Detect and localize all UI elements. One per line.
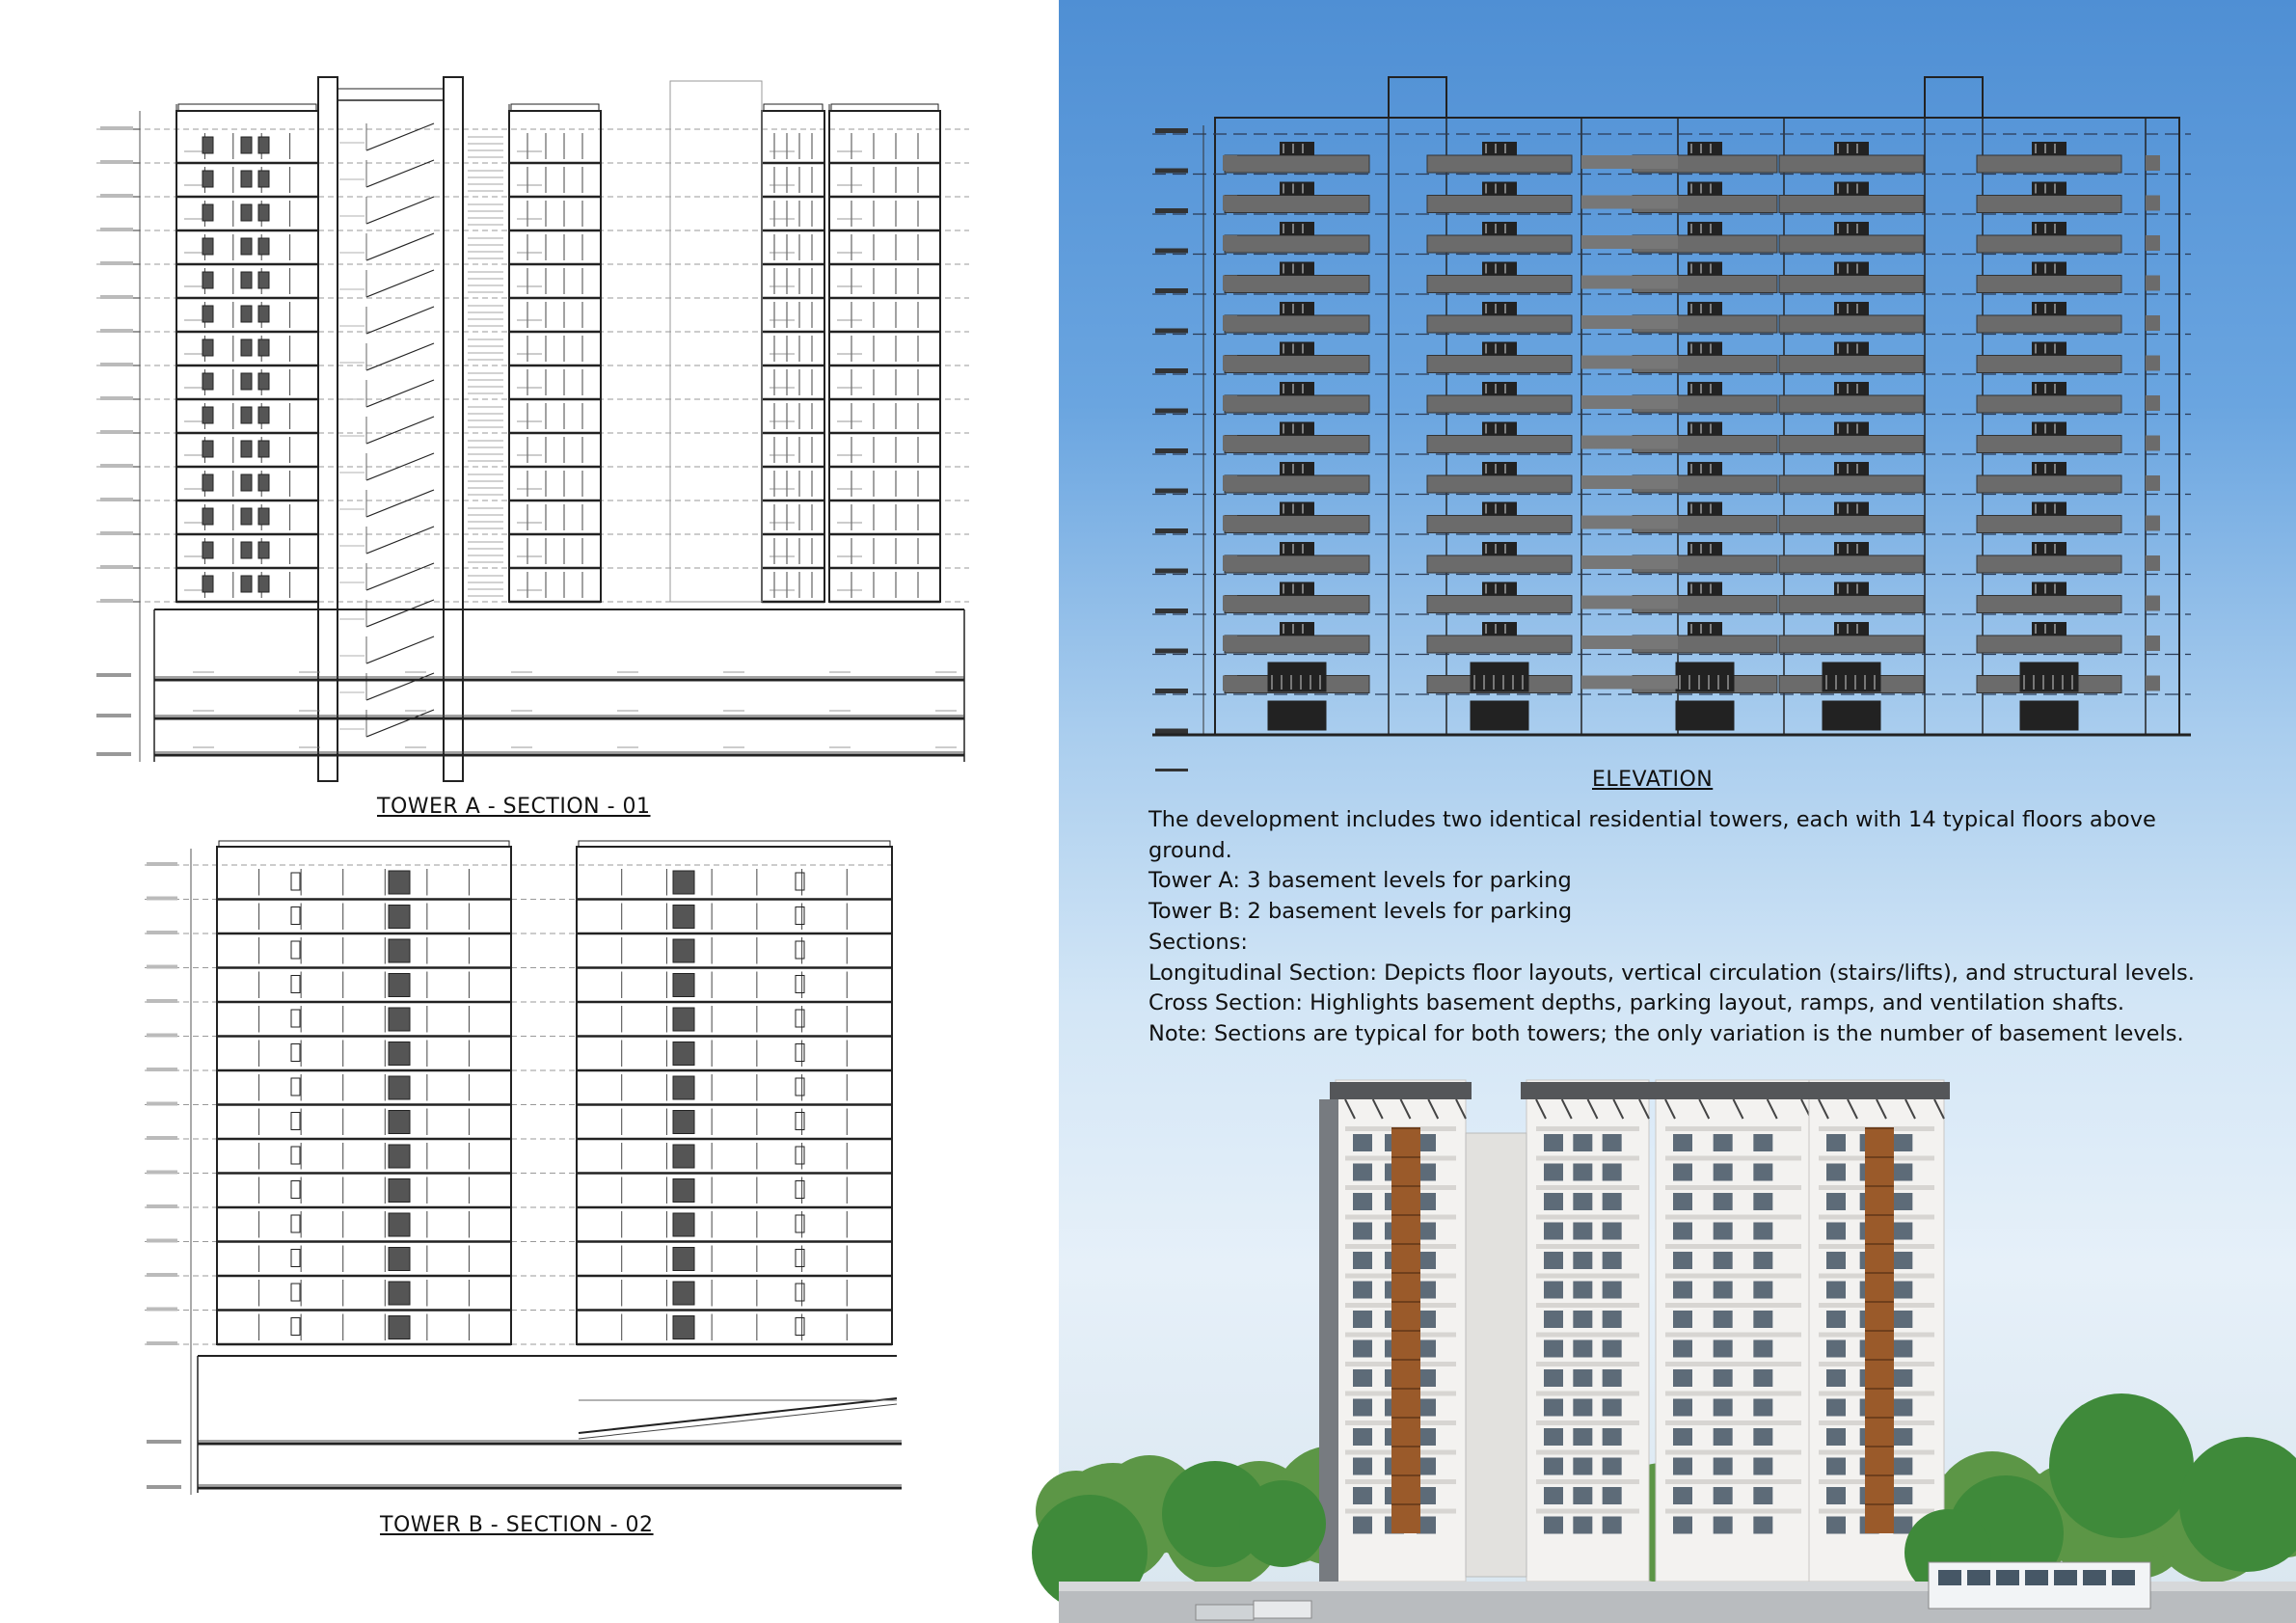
car <box>1254 1601 1311 1618</box>
window <box>1893 1223 1912 1240</box>
roof-pergola <box>1650 1082 1817 1099</box>
window <box>1544 1399 1563 1417</box>
window <box>1714 1193 1733 1210</box>
window <box>1826 1223 1846 1240</box>
project-description <box>1148 805 2267 1050</box>
slab-band <box>1665 1392 1801 1396</box>
description-tower-a: Tower A: 3 basement levels for parking <box>1148 868 1572 894</box>
window <box>1603 1369 1622 1387</box>
slab-band <box>1665 1126 1801 1131</box>
window <box>1753 1399 1772 1417</box>
window <box>1573 1193 1592 1210</box>
car <box>1196 1605 1254 1620</box>
window <box>1893 1252 1912 1269</box>
window <box>1714 1282 1733 1299</box>
window <box>1353 1223 1372 1240</box>
slab-band <box>1665 1333 1801 1338</box>
slab-band <box>1536 1392 1639 1396</box>
window <box>1714 1517 1733 1534</box>
slab-band <box>1536 1479 1639 1484</box>
window <box>1826 1164 1846 1181</box>
window <box>1893 1340 1912 1358</box>
window <box>1603 1193 1622 1210</box>
window <box>1353 1134 1372 1151</box>
window <box>1714 1134 1733 1151</box>
window <box>1544 1369 1563 1387</box>
window <box>1893 1428 1912 1446</box>
slab-band <box>1536 1362 1639 1366</box>
description-longitudinal: Longitudinal Section: Depicts floor layouts, vertical circulation (stairs/lifts), and structural levels. <box>1148 960 2195 986</box>
window <box>1353 1428 1372 1446</box>
window <box>1544 1487 1563 1504</box>
window <box>1826 1458 1846 1475</box>
window <box>1353 1311 1372 1328</box>
window <box>1714 1369 1733 1387</box>
window <box>1573 1340 1592 1358</box>
recessed-block <box>1466 1133 1526 1577</box>
slab-band <box>1665 1215 1801 1220</box>
window <box>1753 1164 1772 1181</box>
window <box>1714 1252 1733 1269</box>
window <box>1573 1458 1592 1475</box>
window <box>1826 1487 1846 1504</box>
window <box>1544 1517 1563 1534</box>
window <box>1544 1458 1563 1475</box>
window <box>1893 1311 1912 1328</box>
description-intro: The development includes two identical residential towers, each with 14 typical floors above ground. <box>1148 807 2156 863</box>
window <box>1826 1134 1846 1151</box>
bus-window <box>1996 1570 2019 1585</box>
bus-window <box>2083 1570 2106 1585</box>
slab-band <box>1665 1156 1801 1161</box>
slab-band <box>1536 1126 1639 1131</box>
window <box>1673 1311 1692 1328</box>
window <box>1573 1369 1592 1387</box>
window <box>1573 1428 1592 1446</box>
slab-band <box>1536 1185 1639 1190</box>
window <box>1353 1369 1372 1387</box>
window <box>1753 1458 1772 1475</box>
window <box>1753 1252 1772 1269</box>
window <box>1753 1428 1772 1446</box>
description-sections-heading: Sections: <box>1148 929 1248 955</box>
window <box>1353 1399 1372 1417</box>
window <box>1353 1517 1372 1534</box>
window <box>1826 1340 1846 1358</box>
window <box>1714 1399 1733 1417</box>
window <box>1603 1458 1622 1475</box>
roof-pergola <box>1803 1082 1950 1099</box>
description-cross: Cross Section: Highlights basement depths, parking layout, ramps, and ventilation shafts. <box>1148 990 2125 1016</box>
window <box>1893 1164 1912 1181</box>
window <box>1353 1458 1372 1475</box>
window <box>1573 1399 1592 1417</box>
window <box>1893 1282 1912 1299</box>
window <box>1573 1487 1592 1504</box>
window <box>1826 1311 1846 1328</box>
window <box>1893 1458 1912 1475</box>
window <box>1603 1134 1622 1151</box>
window <box>1573 1517 1592 1534</box>
window <box>1603 1164 1622 1181</box>
window <box>1573 1134 1592 1151</box>
bus-window <box>1967 1570 1990 1585</box>
bus-window <box>2025 1570 2048 1585</box>
window <box>1544 1134 1563 1151</box>
bus-window <box>2112 1570 2135 1585</box>
window <box>1714 1428 1733 1446</box>
slab-band <box>1536 1244 1639 1249</box>
window <box>1714 1223 1733 1240</box>
window <box>1753 1487 1772 1504</box>
window <box>1603 1282 1622 1299</box>
slab-band <box>1536 1274 1639 1279</box>
roof-pergola <box>1521 1082 1655 1099</box>
window <box>1673 1164 1692 1181</box>
window <box>1544 1223 1563 1240</box>
window <box>1673 1428 1692 1446</box>
window <box>1893 1399 1912 1417</box>
window <box>1603 1517 1622 1534</box>
window <box>1826 1517 1846 1534</box>
window <box>1544 1311 1563 1328</box>
window <box>1893 1193 1912 1210</box>
window <box>1673 1458 1692 1475</box>
bus-window <box>2054 1570 2077 1585</box>
window <box>1544 1164 1563 1181</box>
slab-band <box>1536 1509 1639 1514</box>
window <box>1673 1487 1692 1504</box>
slab-band <box>1536 1420 1639 1425</box>
description-note: Note: Sections are typical for both towers; the only variation is the number of basement levels. <box>1148 1020 2184 1046</box>
window <box>1673 1223 1692 1240</box>
slab-band <box>1536 1156 1639 1161</box>
window <box>1714 1340 1733 1358</box>
slab-band <box>1665 1479 1801 1484</box>
window <box>1673 1517 1692 1534</box>
tree <box>2049 1393 2194 1538</box>
elevation-caption: ELEVATION <box>1592 768 1714 792</box>
tower-a-caption: TOWER A - SECTION - 01 <box>377 795 651 819</box>
slab-band <box>1665 1450 1801 1455</box>
tower-facade <box>1526 1080 1649 1582</box>
slab-band <box>1665 1420 1801 1425</box>
window <box>1544 1193 1563 1210</box>
window <box>1826 1282 1846 1299</box>
window <box>1714 1164 1733 1181</box>
window <box>1753 1369 1772 1387</box>
window <box>1573 1223 1592 1240</box>
window <box>1353 1252 1372 1269</box>
window <box>1753 1223 1772 1240</box>
window <box>1893 1369 1912 1387</box>
window <box>1826 1399 1846 1417</box>
window <box>1353 1282 1372 1299</box>
window <box>1603 1487 1622 1504</box>
window <box>1353 1487 1372 1504</box>
window <box>1544 1340 1563 1358</box>
window <box>1573 1164 1592 1181</box>
window <box>1673 1340 1692 1358</box>
window <box>1673 1369 1692 1387</box>
window <box>1544 1252 1563 1269</box>
window <box>1603 1252 1622 1269</box>
slab-band <box>1665 1509 1801 1514</box>
slab-band <box>1665 1274 1801 1279</box>
slab-band <box>1536 1303 1639 1308</box>
window <box>1753 1311 1772 1328</box>
window <box>1353 1193 1372 1210</box>
window <box>1893 1487 1912 1504</box>
window <box>1826 1193 1846 1210</box>
window <box>1673 1399 1692 1417</box>
tower-facade <box>1656 1080 1811 1582</box>
window <box>1673 1134 1692 1151</box>
slab-band <box>1536 1333 1639 1338</box>
window <box>1544 1282 1563 1299</box>
window <box>1826 1252 1846 1269</box>
window <box>1673 1252 1692 1269</box>
tower-b-caption: TOWER B - SECTION - 02 <box>380 1513 654 1537</box>
window <box>1753 1340 1772 1358</box>
window <box>1353 1164 1372 1181</box>
window <box>1714 1311 1733 1328</box>
window <box>1714 1487 1733 1504</box>
bus-window <box>1938 1570 1961 1585</box>
window <box>1353 1340 1372 1358</box>
window <box>1753 1517 1772 1534</box>
slab-band <box>1665 1244 1801 1249</box>
window <box>1573 1311 1592 1328</box>
tree <box>1239 1480 1326 1567</box>
window <box>1893 1517 1912 1534</box>
window <box>1573 1252 1592 1269</box>
slab-band <box>1665 1303 1801 1308</box>
window <box>1753 1282 1772 1299</box>
roof-pergola <box>1330 1082 1472 1099</box>
description-tower-b: Tower B: 2 basement levels for parking <box>1148 899 1573 925</box>
slab-band <box>1536 1450 1639 1455</box>
window <box>1603 1311 1622 1328</box>
window <box>1603 1399 1622 1417</box>
window <box>1893 1134 1912 1151</box>
window <box>1826 1428 1846 1446</box>
window <box>1714 1458 1733 1475</box>
slab-band <box>1665 1362 1801 1366</box>
window <box>1603 1223 1622 1240</box>
slab-band <box>1536 1215 1639 1220</box>
window <box>1673 1193 1692 1210</box>
window <box>1544 1428 1563 1446</box>
slab-band <box>1665 1185 1801 1190</box>
window <box>1753 1134 1772 1151</box>
window <box>1826 1369 1846 1387</box>
window <box>1673 1282 1692 1299</box>
window <box>1603 1340 1622 1358</box>
window <box>1573 1282 1592 1299</box>
window <box>1753 1193 1772 1210</box>
window <box>1603 1428 1622 1446</box>
